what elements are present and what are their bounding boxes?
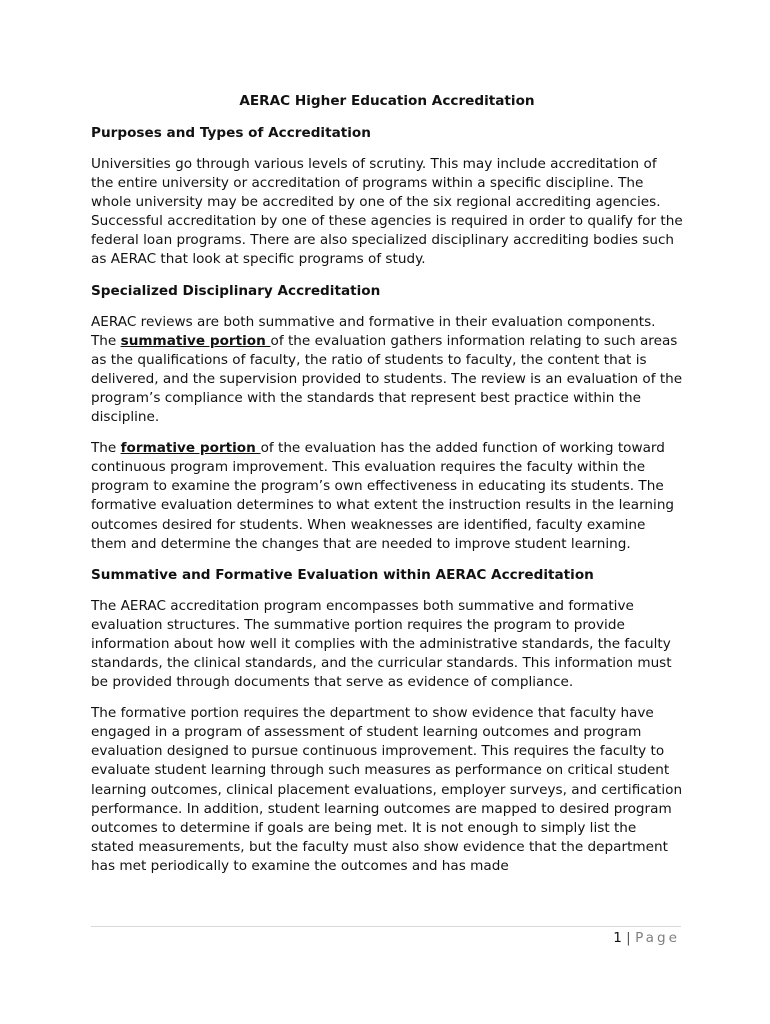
- section-heading-specialized: Specialized Disciplinary Accreditation: [91, 282, 381, 299]
- paragraph-formative-structure: The formative portion requires the department to show evidence that faculty have engaged in a program of assessment of student learning outcomes and program evaluation designed to pursue continuous improvement. This requires the faculty to evaluate student learning through such measures as performance on critical student learning outcomes, clinical placement evaluations, employer surveys, and certification performance. In addition, student learning outcomes are mapped to desired program outcomes to determine if goals are being met. It is not enough to simply list the stated measurements, but the faculty must also show evidence that the department has met periodically to examine the outcomes and has made: [91, 705, 683, 874]
- section-heading-summative-formative: Summative and Formative Evaluation within AERAC Accreditation: [91, 566, 594, 583]
- paragraph-formative-intro: [91, 439, 683, 554]
- formative-portion-term: formative portion: [120, 440, 261, 457]
- summative-portion-term: summative portion: [120, 332, 271, 349]
- page-label: Page: [635, 930, 680, 946]
- page-footer: [613, 929, 680, 948]
- paragraph-text: AERAC reviews are both summative and formative in their evaluation components. The: [91, 313, 656, 349]
- document-body: [91, 92, 683, 888]
- paragraph-purposes: Universities go through various levels of scrutiny. This may include accreditation of the entire university or accreditation of programs within a specific discipline. The whole university may be accredited by one of the six regional accrediting agencies. Successful accreditation by one of these agencies is required in order to qualify for the federal loan programs. There are also specialized disciplinary accrediting bodies such as AERAC that look at specific programs of study.: [91, 156, 683, 268]
- paragraph-summative-structure: The AERAC accreditation program encompasses both summative and formative evaluation structures. The summative portion requires the program to provide information about how well it complies with the administrative standards, the faculty standards, the clinical standards, and the curricular standards. This information must be provided through documents that serve as evidence of compliance.: [91, 597, 672, 691]
- footer-divider: [91, 926, 681, 927]
- page-separator: |: [621, 930, 636, 946]
- page-number: 1: [613, 930, 622, 946]
- paragraph-summative-intro: [91, 313, 683, 428]
- paragraph-text: of the evaluation has the added function of working toward continuous program improvement. This evaluation requires the faculty within the program to examine the program’s own effectiveness in educating its students. The formative evaluation determines to what extent the instruction results in the learning outcomes desired for students. When weaknesses are identified, faculty examine them and determine the changes that are needed to improve student learning.: [91, 440, 675, 552]
- document-title: AERAC Higher Education Accreditation: [239, 93, 535, 109]
- paragraph-text: The: [91, 440, 121, 457]
- paragraph-text: of the evaluation gathers information relating to such areas as the qualifications of faculty, the ratio of students to faculty, the content that is delivered, and the supervision provided to students. The review is an evaluation of the program’s compliance with the standards that represent best practice within the discipline.: [91, 332, 683, 426]
- section-heading-purposes: Purposes and Types of Accreditation: [91, 125, 371, 141]
